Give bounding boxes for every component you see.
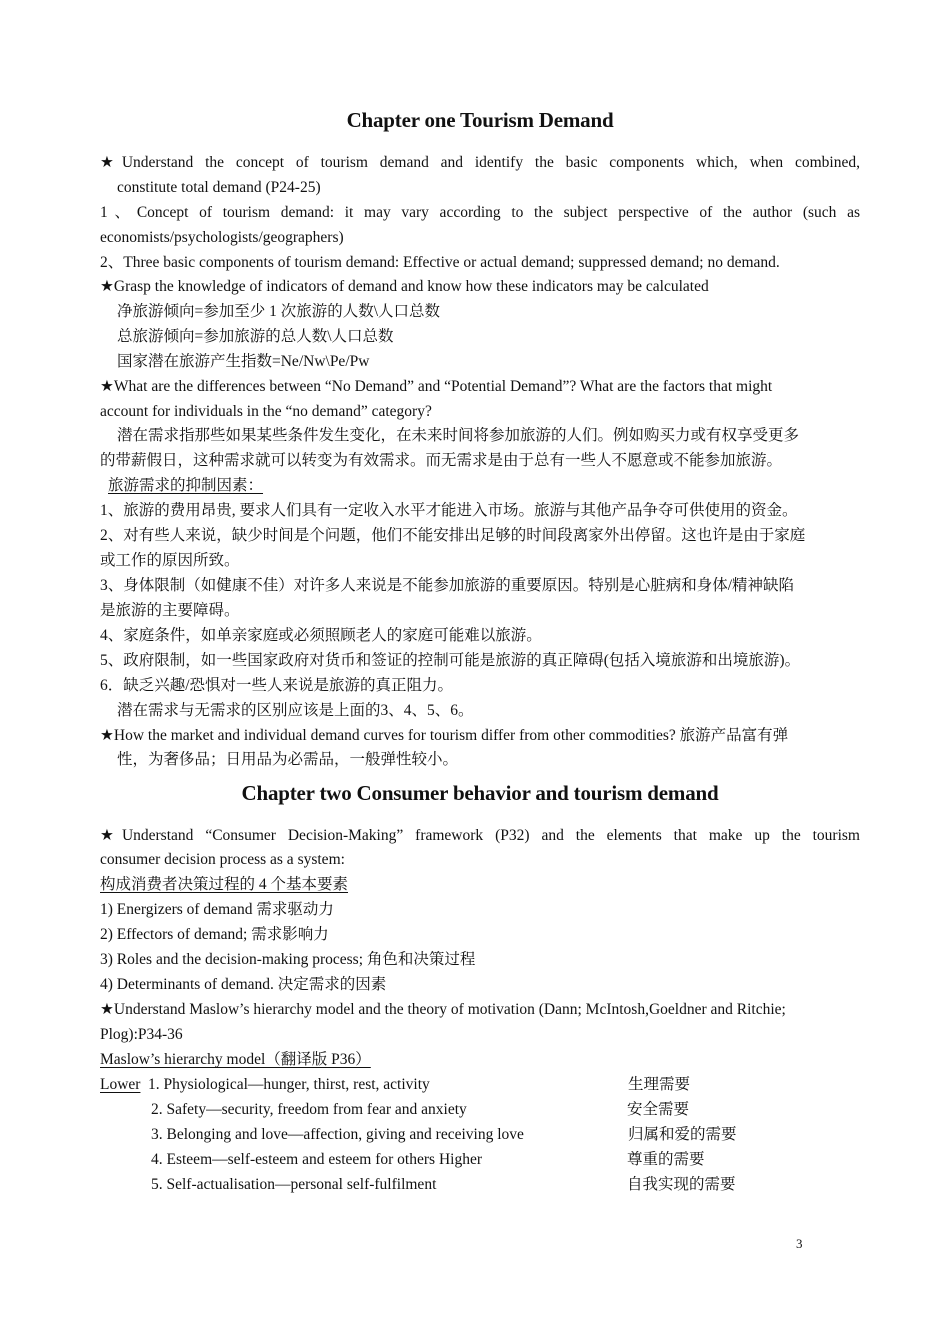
maslow-row-4-en: 4. Esteem—self-esteem and esteem for others xyxy=(151,1151,436,1168)
maslow-row-2-en: 2. Safety—security, freedom from fear and anxiety xyxy=(151,1101,467,1118)
ch1-line-6: 净旅游倾向=参加至少 1 次旅游的人数\人口总数 xyxy=(117,303,441,320)
chapter-two-title: Chapter two Consumer behavior and tourism demand xyxy=(241,781,719,805)
ch1-line-14: 1、旅游的费用昂贵, 要求人们具有一定收入水平才能进入市场。旅游与其他产品争夺可供使用的资金。 xyxy=(100,502,798,519)
ch2-line-6: 4) Determinants of demand. 决定需求的因素 xyxy=(100,976,387,993)
ch1-line-22: 潜在需求与无需求的区别应该是上面的3、4、5、6。 xyxy=(117,702,474,719)
ch1-line-18: 是旅游的主要障碍。 xyxy=(100,602,240,619)
ch2-line-3: 1) Energizers of demand 需求驱动力 xyxy=(100,901,334,918)
maslow-lower-label: Lower xyxy=(100,1076,141,1093)
maslow-row-1-en: 1. Physiological—hunger, thirst, rest, activity xyxy=(148,1076,430,1093)
ch2-line-0: ★Understand “Consumer Decision-Making” framework (P32) and the elements that make up the tourism xyxy=(100,827,860,844)
ch2-line-5: 3) Roles and the decision-making process; 角色和决策过程 xyxy=(100,951,476,968)
ch1-line-24: 性，为奢侈品；日用品为必需品，一般弹性较小。 xyxy=(117,751,459,768)
ch1-line-5: ★Grasp the knowledge of indicators of demand and know how these indicators may be calculated xyxy=(100,278,709,295)
ch1-line-10: account for individuals in the “no demand” category? xyxy=(100,403,432,420)
ch1-line-9: ★What are the differences between “No Demand” and “Potential Demand”? What are the factors that might xyxy=(100,378,773,395)
maslow-row-2-zh: 安全需要 xyxy=(627,1101,690,1118)
ch1-line-7: 总旅游倾向=参加旅游的总人数\人口总数 xyxy=(117,328,394,345)
maslow-row-3-zh: 归属和爱的需要 xyxy=(628,1126,737,1143)
ch1-line-8: 国家潜在旅游产生指数=Ne/Nw\Pe/Pw xyxy=(117,353,370,370)
ch1-line-0: ★Understand the concept of tourism demand and identify the basic components which, when combined, xyxy=(100,154,860,171)
ch1-line-23: ★How the market and individual demand curves for tourism differ from other commodities? 旅游产品富有弹 xyxy=(100,727,789,744)
maslow-higher-label: Higher xyxy=(438,1151,482,1168)
ch1-line-4: 2、Three basic components of tourism demand: Effective or actual demand; suppressed demand; no demand. xyxy=(100,254,780,271)
ch2-line-1: consumer decision process as a system: xyxy=(100,851,345,868)
chapter-one-title: Chapter one Tourism Demand xyxy=(346,108,614,132)
ch1-line-17: 3、身体限制（如健康不佳）对许多人来说是不能参加旅游的重要原因。特别是心脏病和身体/精神缺陷 xyxy=(100,577,795,594)
page-number: 3 xyxy=(796,1236,803,1251)
maslow-row-3-en: 3. Belonging and love—affection, giving and receiving love xyxy=(151,1126,524,1143)
ch2-line-7: ★Understand Maslow’s hierarchy model and the theory of motivation (Dann; McIntosh,Goeldner and Ritchie; xyxy=(100,1001,786,1018)
ch1-line-13: 旅游需求的抑制因素： xyxy=(108,477,264,494)
maslow-row-4-zh: 尊重的需要 xyxy=(627,1151,705,1168)
ch1-line-15: 2、对有些人来说，缺少时间是个问题，他们不能安排出足够的时间段离家外出停留。这也许是由于家庭 xyxy=(100,527,806,544)
maslow-row-5-zh: 自我实现的需要 xyxy=(627,1176,736,1193)
ch2-line-8: Plog):P34-36 xyxy=(100,1026,183,1043)
maslow-row-4 xyxy=(151,1149,482,1171)
ch1-line-11: 潜在需求指那些如果某些条件发生变化，在未来时间将参加旅游的人们。例如购买力或有权享受更多 xyxy=(117,427,800,444)
ch1-line-19: 4、家庭条件，如单亲家庭或必须照顾老人的家庭可能难以旅游。 xyxy=(100,627,542,644)
ch1-line-1: constitute total demand (P24-25) xyxy=(117,179,321,196)
maslow-row-5-en: 5. Self-actualisation—personal self-fulfilment xyxy=(151,1176,437,1193)
ch2-line-9: Maslow’s hierarchy model（翻译版 P36） xyxy=(100,1051,371,1068)
ch1-line-16: 或工作的原因所致。 xyxy=(100,552,240,569)
ch1-line-12: 的带薪假日，这种需求就可以转变为有效需求。而无需求是由于总有一些人不愿意或不能参加旅游。 xyxy=(100,452,783,469)
ch2-line-2: 构成消费者决策过程的 4 个基本要素 xyxy=(100,876,349,893)
ch1-line-20: 5、政府限制，如一些国家政府对货币和签证的控制可能是旅游的真正障碍(包括入境旅游和出境旅游)。 xyxy=(100,652,801,669)
ch1-line-3: economists/psychologists/geographers) xyxy=(100,229,344,246)
ch2-line-4: 2) Effectors of demand; 需求影响力 xyxy=(100,926,329,943)
ch1-line-21: 6．缺乏兴趣/恐惧对一些人来说是旅游的真正阻力。 xyxy=(100,677,454,694)
maslow-row-1-zh: 生理需要 xyxy=(628,1076,691,1093)
ch1-line-2: 1、Concept of tourism demand: it may vary according to the subject perspective of the author (such as xyxy=(100,204,860,221)
